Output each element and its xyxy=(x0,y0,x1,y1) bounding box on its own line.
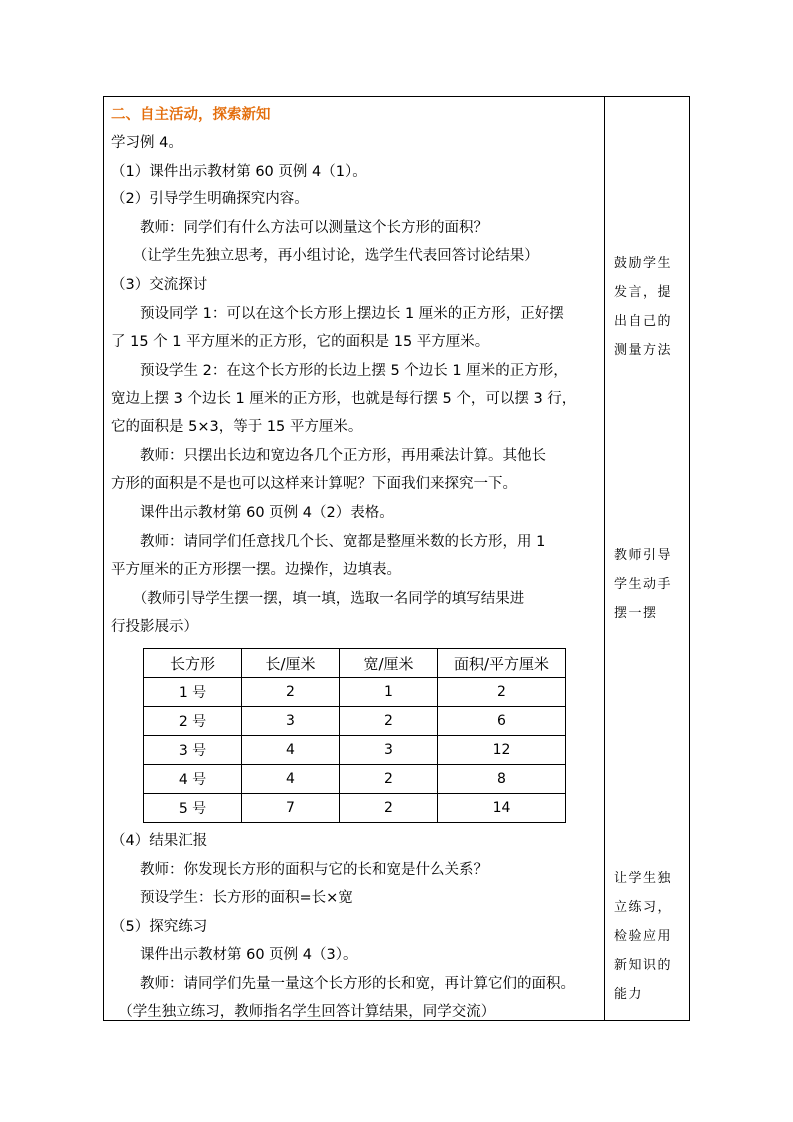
side-note xyxy=(614,541,686,628)
side-note-line: 鼓励学生 xyxy=(614,256,673,271)
text-line: 课件出示教材第 60 页例 4（2）表格。 xyxy=(111,505,394,521)
side-note-line: 让学生独 xyxy=(614,871,673,886)
text-line: 教师：同学们有什么方法可以测量这个长方形的面积？ xyxy=(111,220,488,236)
text-line: （1）课件出示教材第 60 页例 4（1）。 xyxy=(111,164,367,180)
text-line: （让学生先独立思考，再小组讨论，选学生代表回答讨论结果） xyxy=(111,248,539,264)
side-note-line: 测量方法 xyxy=(614,343,673,358)
text-line: 预设同学 1：可以在这个长方形上摆边长 1 厘米的正方形，正好摆 xyxy=(111,306,564,322)
side-note-line: 教师引导 xyxy=(614,548,673,563)
table-cell: 2 xyxy=(340,707,438,736)
table-header-row xyxy=(144,649,566,678)
table-cell: 1 号 xyxy=(144,678,242,707)
table-row xyxy=(144,707,566,736)
side-note-line: 学生动手 xyxy=(614,577,673,592)
table-cell: 8 xyxy=(438,765,566,794)
table-header: 长方形 xyxy=(144,649,242,678)
table-cell: 4 xyxy=(242,765,340,794)
text-line: （教师引导学生摆一摆，填一填，选取一名同学的填写结果进 xyxy=(111,591,525,607)
table-header: 长/厘米 xyxy=(242,649,340,678)
table-cell: 5 号 xyxy=(144,794,242,823)
table-header: 宽/厘米 xyxy=(340,649,438,678)
table-cell: 3 号 xyxy=(144,736,242,765)
side-note-line: 发言，提 xyxy=(614,285,673,300)
side-note-line: 检验应用 xyxy=(614,929,673,944)
text-line: 行投影展示） xyxy=(111,619,198,635)
text-line: 课件出示教材第 60 页例 4（3）。 xyxy=(111,947,358,963)
text-line: （3）交流探讨 xyxy=(111,277,208,293)
table-cell: 4 xyxy=(242,736,340,765)
table-row xyxy=(144,765,566,794)
side-note-line: 立练习， xyxy=(614,900,673,915)
table-cell: 2 xyxy=(340,765,438,794)
text-line: 它的面积是 5×3，等于 15 平方厘米。 xyxy=(111,419,363,435)
side-note-line: 摆一摆 xyxy=(614,606,658,621)
table-cell: 3 xyxy=(340,736,438,765)
table-cell: 2 xyxy=(438,678,566,707)
table-cell: 2 xyxy=(242,678,340,707)
column-divider xyxy=(604,96,605,1021)
text-line: 预设学生：长方形的面积=长×宽 xyxy=(111,890,353,906)
section-title: 二、自主活动，探索新知 xyxy=(111,107,271,123)
table-row xyxy=(144,736,566,765)
table-header: 面积/平方厘米 xyxy=(438,649,566,678)
text-line: 方形的面积是不是也可以这样来计算呢？下面我们来探究一下。 xyxy=(111,476,517,492)
table-cell: 3 xyxy=(242,707,340,736)
side-note-line: 能力 xyxy=(614,987,644,1002)
text-line: 平方厘米的正方形摆一摆。边操作，边填表。 xyxy=(111,562,401,578)
text-line: （学生独立练习，教师指名学生回答计算结果，同学交流） xyxy=(111,1004,496,1020)
text-line: （4）结果汇报 xyxy=(111,833,208,849)
side-note xyxy=(614,864,686,1009)
text-line: 教师：只摆出长边和宽边各几个正方形，再用乘法计算。其他长 xyxy=(111,448,546,464)
table-cell: 2 号 xyxy=(144,707,242,736)
side-note xyxy=(614,249,686,365)
table-cell: 7 xyxy=(242,794,340,823)
text-line: （2）引导学生明确探究内容。 xyxy=(111,191,309,207)
data-table xyxy=(143,648,566,823)
text-line: 教师：请同学们任意找几个长、宽都是整厘米数的长方形，用 1 xyxy=(111,534,546,550)
table-cell: 1 xyxy=(340,678,438,707)
text-line: 预设学生 2：在这个长方形的长边上摆 5 个边长 1 厘米的正方形， xyxy=(111,363,568,379)
side-note-line: 新知识的 xyxy=(614,958,673,973)
text-line: 宽边上摆 3 个边长 1 厘米的正方形，也就是每行摆 5 个，可以摆 3 行， xyxy=(111,391,577,407)
text-line: 了 15 个 1 平方厘米的正方形，它的面积是 15 平方厘米。 xyxy=(111,334,490,350)
table-cell: 2 xyxy=(340,794,438,823)
text-line: 教师：请同学们先量一量这个长方形的长和宽，再计算它们的面积。 xyxy=(111,976,575,992)
text-line: （5）探究练习 xyxy=(111,919,208,935)
text-line: 教师：你发现长方形的面积与它的长和宽是什么关系？ xyxy=(111,862,488,878)
table-cell: 12 xyxy=(438,736,566,765)
table-cell: 14 xyxy=(438,794,566,823)
text-line: 学习例 4。 xyxy=(111,135,183,151)
table-cell: 6 xyxy=(438,707,566,736)
table-row xyxy=(144,794,566,823)
table-row xyxy=(144,678,566,707)
table-cell: 4 号 xyxy=(144,765,242,794)
side-note-line: 出自己的 xyxy=(614,314,673,329)
